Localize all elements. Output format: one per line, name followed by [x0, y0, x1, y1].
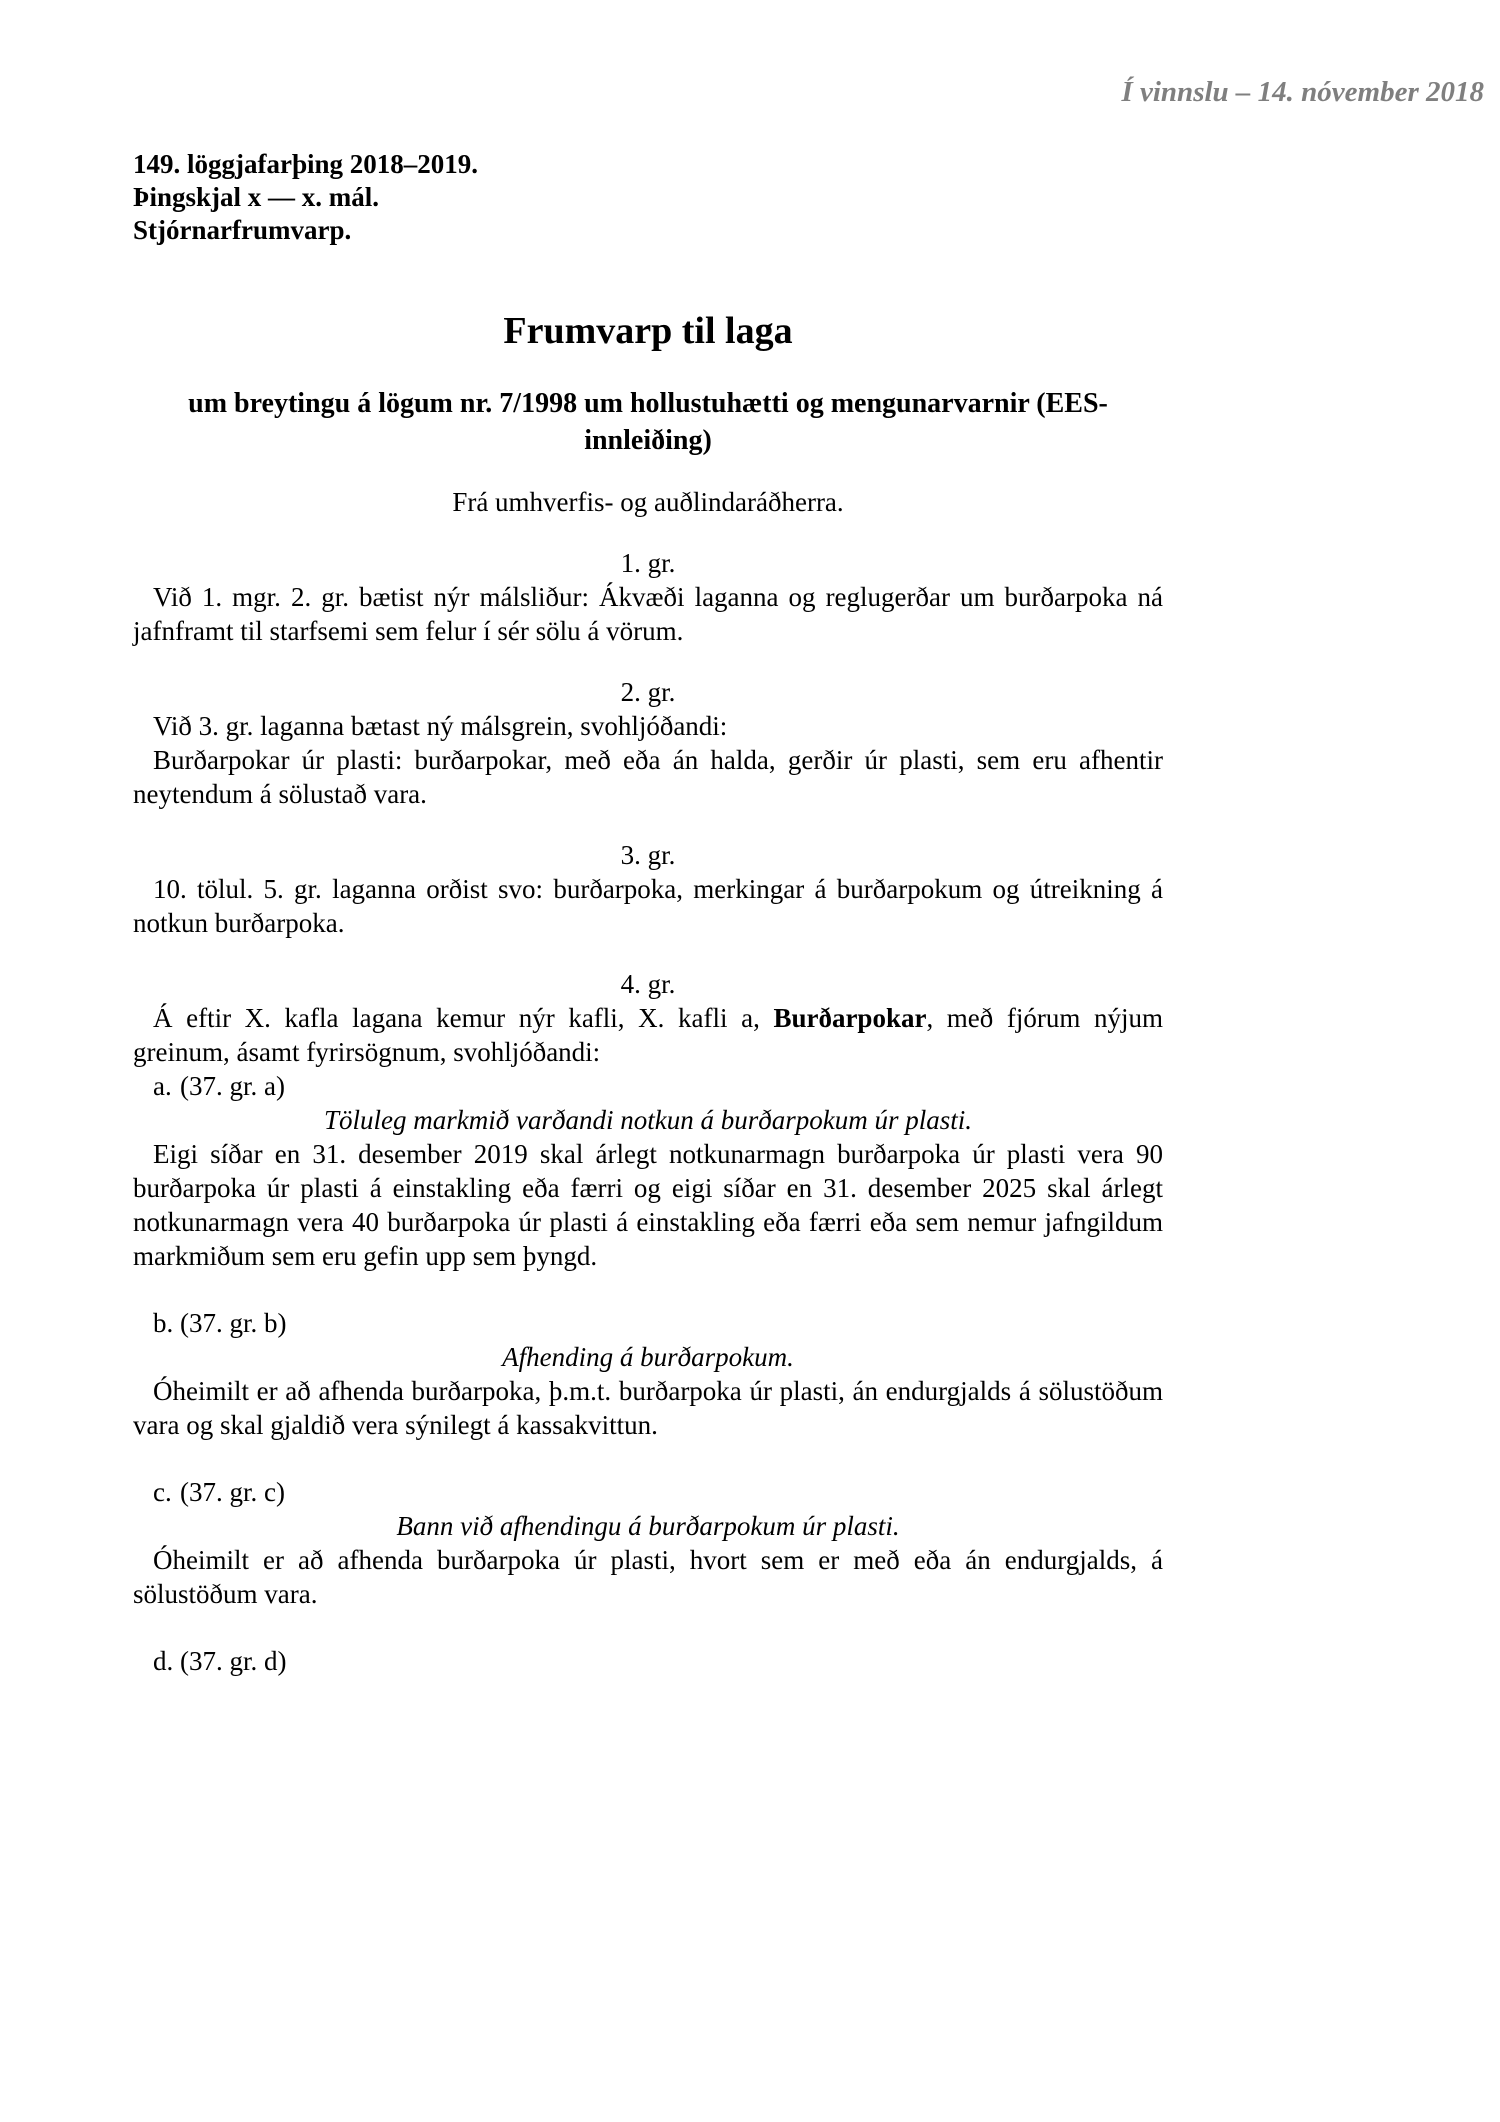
article-heading-4: 4. gr. [620, 969, 676, 999]
bill-subtitle [133, 385, 1163, 459]
status-watermark: Í vinnslu – 14. nóvember 2018 [1121, 76, 1484, 108]
bill-title: Frumvarp til laga [503, 310, 793, 352]
session-line: 149. löggjafarþing 2018–2019. [133, 149, 479, 179]
article-heading-3: 3. gr. [620, 840, 676, 870]
list-item-d [133, 1644, 1163, 1678]
article-2-paragraph-2: Burðarpokar úr plasti: burðarpokar, með eða án halda, gerðir úr plasti, sem eru afhentir neytendum á sölustað vara. [133, 745, 1163, 809]
list-item-d-ref: (37. gr. d) [180, 1646, 287, 1676]
presenter-line: Frá umhverfis- og auðlindaráðherra. [452, 487, 844, 517]
article-4-intro-post: , með fjórum nýjum greinum, ásamt fyrirsögnum, svohljóðandi: [133, 1003, 1163, 1067]
list-item-c-text: Óheimilt er að afhenda burðarpoka úr plasti, hvort sem er með eða án endurgjalds, á sölustöðum vara. [133, 1545, 1163, 1609]
list-item-c [133, 1475, 1163, 1509]
list-item-a-ref: (37. gr. a) [180, 1071, 285, 1101]
article-1-paragraph: Við 1. mgr. 2. gr. bætist nýr málsliður: Ákvæði laganna og reglugerðar um burðarpoka ná jafnframt til starfsemi sem felur í sér sölu á vörum. [133, 582, 1163, 646]
article-heading-1: 1. gr. [620, 548, 676, 578]
bill-subtitle-line-2: innleiðing) [584, 425, 712, 456]
list-item-c-ref: (37. gr. c) [180, 1477, 285, 1507]
article-2-paragraph-1: Við 3. gr. laganna bætast ný málsgrein, svohljóðandi: [153, 711, 728, 741]
list-item-a-title: Töluleg markmið varðandi notkun á burðarpokum úr plasti. [324, 1105, 972, 1135]
document-header [133, 148, 1163, 247]
list-item-b-title: Afhending á burðarpokum. [502, 1342, 794, 1372]
list-item-a-text: Eigi síðar en 31. desember 2019 skal árlegt notkunarmagn burðarpoka úr plasti vera 90 burðarpoka úr plasti á einstakling eða færri og eigi síðar en 31. desember 2025 skal árlegt notkunarmagn vera 40 burðarpoka úr plasti á einstakling eða færri eða sem nemur jafngildum markmiðum sem eru gefin upp sem þyngd. [133, 1139, 1163, 1271]
article-4-intro-pre: Á eftir X. kafla lagana kemur nýr kafli, X. kafli a, [153, 1003, 774, 1033]
bill-subtitle-line-1: um breytingu á lögum nr. 7/1998 um hollustuhætti og mengunarvarnir (EES- [188, 388, 1108, 419]
list-item-c-title: Bann við afhendingu á burðarpokum úr plasti. [396, 1511, 900, 1541]
article-heading-2: 2. gr. [620, 677, 676, 707]
list-item-a [133, 1069, 1163, 1103]
article-3-paragraph: 10. tölul. 5. gr. laganna orðist svo: burðarpoka, merkingar á burðarpokum og útreikning á notkun burðarpoka. [133, 874, 1163, 938]
article-4-intro [133, 1001, 1163, 1069]
list-item-d-label: d. [153, 1646, 174, 1676]
list-item-a-label: a. [153, 1071, 172, 1101]
list-item-b-text: Óheimilt er að afhenda burðarpoka, þ.m.t. burðarpoka úr plasti, án endurgjalds á sölustöðum vara og skal gjaldið vera sýnilegt á kassakvittun. [133, 1376, 1163, 1440]
list-item-b-ref: (37. gr. b) [180, 1308, 287, 1338]
document-content [133, 0, 1163, 1678]
article-4-intro-bold-term: Burðarpokar [773, 1003, 927, 1033]
bill-type-line: Stjórnarfrumvarp. [133, 215, 352, 245]
list-item-b [133, 1306, 1163, 1340]
document-number-line: Þingskjal x — x. mál. [133, 182, 380, 212]
list-item-b-label: b. [153, 1308, 174, 1338]
list-item-c-label: c. [153, 1477, 172, 1507]
